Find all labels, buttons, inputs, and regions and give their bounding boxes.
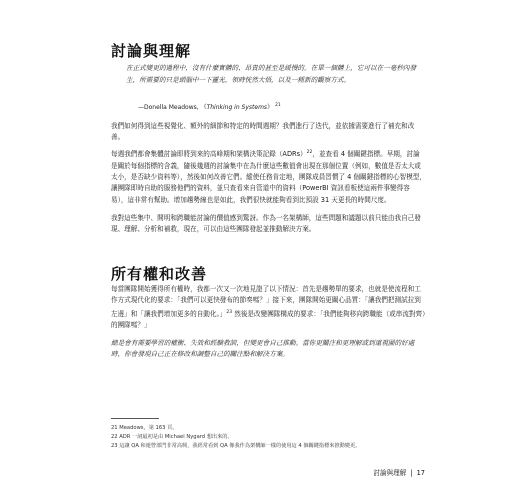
page-number: 17 bbox=[416, 469, 425, 477]
paragraph-5: 總是會有需要學習的權衡、失效和經驗教訓，但變更會自己推動。當你更關注和更理解或到遠視圖的好處時，你會發現自己正在修改和調整自己的關注點和解決方案。 bbox=[111, 339, 415, 359]
section-title-discussion: 討論與理解 bbox=[111, 42, 192, 60]
paragraph-1: 我們如何得到這些視覺化、額外的細節和特定的時間週期？我們進行了迭代，並依據需要進行了補充和改善。 bbox=[111, 122, 415, 142]
footnote-23: 23 這讓 QA 和運營部門非常高興，我經常看到 QA 像我作為架構師一樣的使用這 4 個關鍵指標來推動變更。 bbox=[111, 443, 361, 449]
footnote-ref-23[interactable]: 23 bbox=[226, 309, 233, 315]
epigraph-quote: 在正式變更的過程中，沒有什麼實體的、昂貴的甚至是緩慢的。在單一個體上，它可以在一毫秒內發生，所需要的只是頭腦中一下靈光，領時恍然大悟，以及一種新的觀察方式。 bbox=[126, 64, 417, 84]
paragraph-3: 我對這些集中、開明和跨職能討論的價值感到驚訝。作為一名架構師，這些問題和議題以前只能由我自己發現、理解、分析和補救，現在，可以由這些團隊發起並推動解決方案。 bbox=[111, 214, 421, 234]
section-title-ownership: 所有權和改善 bbox=[111, 265, 208, 283]
footnote-divider bbox=[111, 418, 159, 419]
attribution-author: —Donella Meadows, 《 bbox=[138, 104, 207, 111]
footnote-ref-21[interactable]: 21 bbox=[275, 103, 281, 108]
paragraph-4 bbox=[111, 284, 426, 332]
footnote-ref-22[interactable]: 22 bbox=[306, 150, 313, 155]
page-footer bbox=[373, 467, 425, 477]
running-footer-section: 討論與理解 bbox=[373, 469, 407, 477]
paragraph-2-text-a: 每週我們都會集體討論即將到來的高峰期和架構決策記錄（ADRs） bbox=[111, 150, 307, 159]
footnote-22: 22 ADR 一詞最初是由 Michael Nygard 想出來的。 bbox=[111, 434, 233, 440]
footnote-21: 21 Meadows，第 163 頁。 bbox=[111, 425, 178, 431]
footer-separator: | bbox=[410, 469, 413, 477]
attribution-close: 》 bbox=[267, 104, 274, 111]
paragraph-2-text-b: ，並查看 4 個關鍵指標。早期，討論是關於每個指標的含義，隨後幾週的討論集中在為什麼這些數值會出現在那個位置（例如，數值是否太大或太小，是否缺少資料等），然後如何改善它們。縱使任務肯定地，團隊成員習慣了 4 個關鍵指標的心智模型，讓團隊即時自助的服務他們的資料，並只查看來自管道中的資料（PowerBI 資訊看板使這兩件事變得容易），這非常有幫助。增加趨勢線也是如此，我們很快就能夠看到比預設 31 天更長的時間尺度。 bbox=[111, 150, 426, 204]
paragraph-4-text-b: 然後是改變團隊構成的要求：「我們能夠移向跨職能（或串流對齊）的團隊嗎？」 bbox=[111, 310, 426, 330]
paragraph-4-text-a: 每當團隊開始獲得所有權時，我都一次又一次地見證了以下情況：首先是趨勢單的要求，也就是使流程和工作方式現代化的要求：「我們可以更快發布的節奏嗎？」接下來，團隊開始更關心品質：「讓我們把測試拉到左邊」和「讓我們增加更多的自動化。」 bbox=[111, 285, 421, 318]
paragraph-2 bbox=[111, 147, 426, 206]
attribution-book-title: Thinking in Systems bbox=[206, 104, 268, 111]
epigraph-attribution bbox=[138, 102, 438, 111]
